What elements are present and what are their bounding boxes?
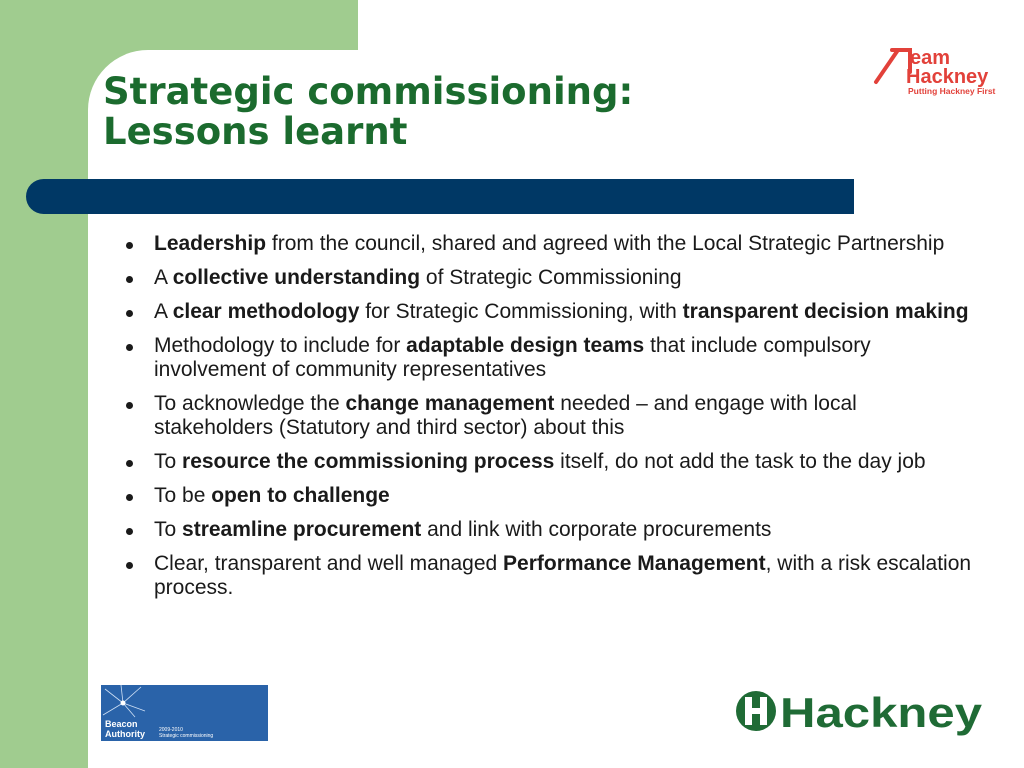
bullet-text: To acknowledge the — [154, 392, 346, 415]
bullet-emphasis: resource the commissioning process — [182, 450, 555, 473]
bullet-dot-icon — [126, 494, 133, 501]
beacon-line1: Beacon — [105, 719, 138, 729]
slide-title — [103, 72, 743, 152]
bullet-text: needed – and engage with local stakeholders (Statutory and third sector) about this — [154, 392, 857, 439]
bullet-item — [124, 518, 974, 542]
lessons-bullet-list — [124, 232, 974, 610]
bullet-text: of Strategic Commissioning — [420, 266, 682, 289]
hackney-logo — [734, 685, 986, 739]
team-logo-line1: eam — [910, 47, 951, 69]
bullet-dot-icon — [126, 402, 133, 409]
bullet-text: and link with corporate procurements — [421, 518, 772, 541]
bullet-item — [124, 484, 974, 508]
bullet-emphasis: streamline procurement — [182, 518, 422, 541]
bullet-text: , with a risk escalation process. — [154, 552, 972, 599]
bullet-text: for Strategic Commissioning, with — [359, 300, 683, 323]
beacon-authority-logo — [101, 685, 268, 741]
bullet-item — [124, 552, 974, 600]
bullet-emphasis: collective understanding — [172, 266, 421, 289]
bullet-text: that include compulsory involvement of community representatives — [154, 334, 871, 381]
bullet-dot-icon — [126, 562, 133, 569]
beacon-theme: Strategic commissioning — [159, 733, 214, 739]
team-logo-line2: Hackney — [906, 66, 989, 88]
bullet-text: from the council, shared and agreed with the Local Strategic Partnership — [266, 232, 945, 255]
bullet-item — [124, 450, 974, 474]
bullet-dot-icon — [126, 310, 133, 317]
bullet-dot-icon — [126, 276, 133, 283]
bullet-text: To be — [154, 484, 212, 507]
bullet-emphasis: Performance Management — [503, 552, 766, 575]
beacon-line2: Authority — [105, 729, 145, 739]
bullet-dot-icon — [126, 460, 133, 467]
bullet-dot-icon — [126, 528, 133, 535]
hackney-h-mark-icon — [736, 691, 776, 731]
title-divider-bar — [26, 179, 854, 214]
bullet-text: A — [154, 266, 173, 289]
bullet-text: To — [154, 450, 183, 473]
bullet-text: itself, do not add the task to the day job — [554, 450, 926, 473]
hackney-wordmark: Hackney — [780, 689, 983, 736]
bullet-emphasis: Leadership — [154, 232, 267, 255]
bullet-item — [124, 334, 974, 382]
bullet-item — [124, 232, 974, 256]
bullet-text: To — [154, 518, 183, 541]
beacon-years: 2009-2010 — [159, 727, 183, 733]
bullet-emphasis: adaptable design teams — [406, 334, 645, 357]
bullet-emphasis: open to challenge — [211, 484, 390, 507]
bullet-dot-icon — [126, 242, 133, 249]
bullet-text: A — [154, 300, 173, 323]
bullet-item — [124, 300, 974, 324]
bullet-emphasis: change management — [345, 392, 555, 415]
bullet-text: Methodology to include for — [154, 334, 407, 357]
bullet-text: Clear, transparent and well managed — [154, 552, 504, 575]
bullet-emphasis: transparent decision making — [682, 300, 969, 323]
bullet-dot-icon — [126, 344, 133, 351]
team-t-arrow-icon — [876, 50, 910, 82]
bullet-item — [124, 266, 974, 290]
title-line-1: Strategic commissioning: — [103, 70, 634, 113]
title-line-2: Lessons learnt — [103, 110, 408, 153]
bullet-emphasis: clear methodology — [172, 300, 360, 323]
team-hackney-logo — [870, 42, 1005, 102]
team-logo-tagline: Putting Hackney First — [908, 86, 996, 96]
bullet-item — [124, 392, 974, 440]
